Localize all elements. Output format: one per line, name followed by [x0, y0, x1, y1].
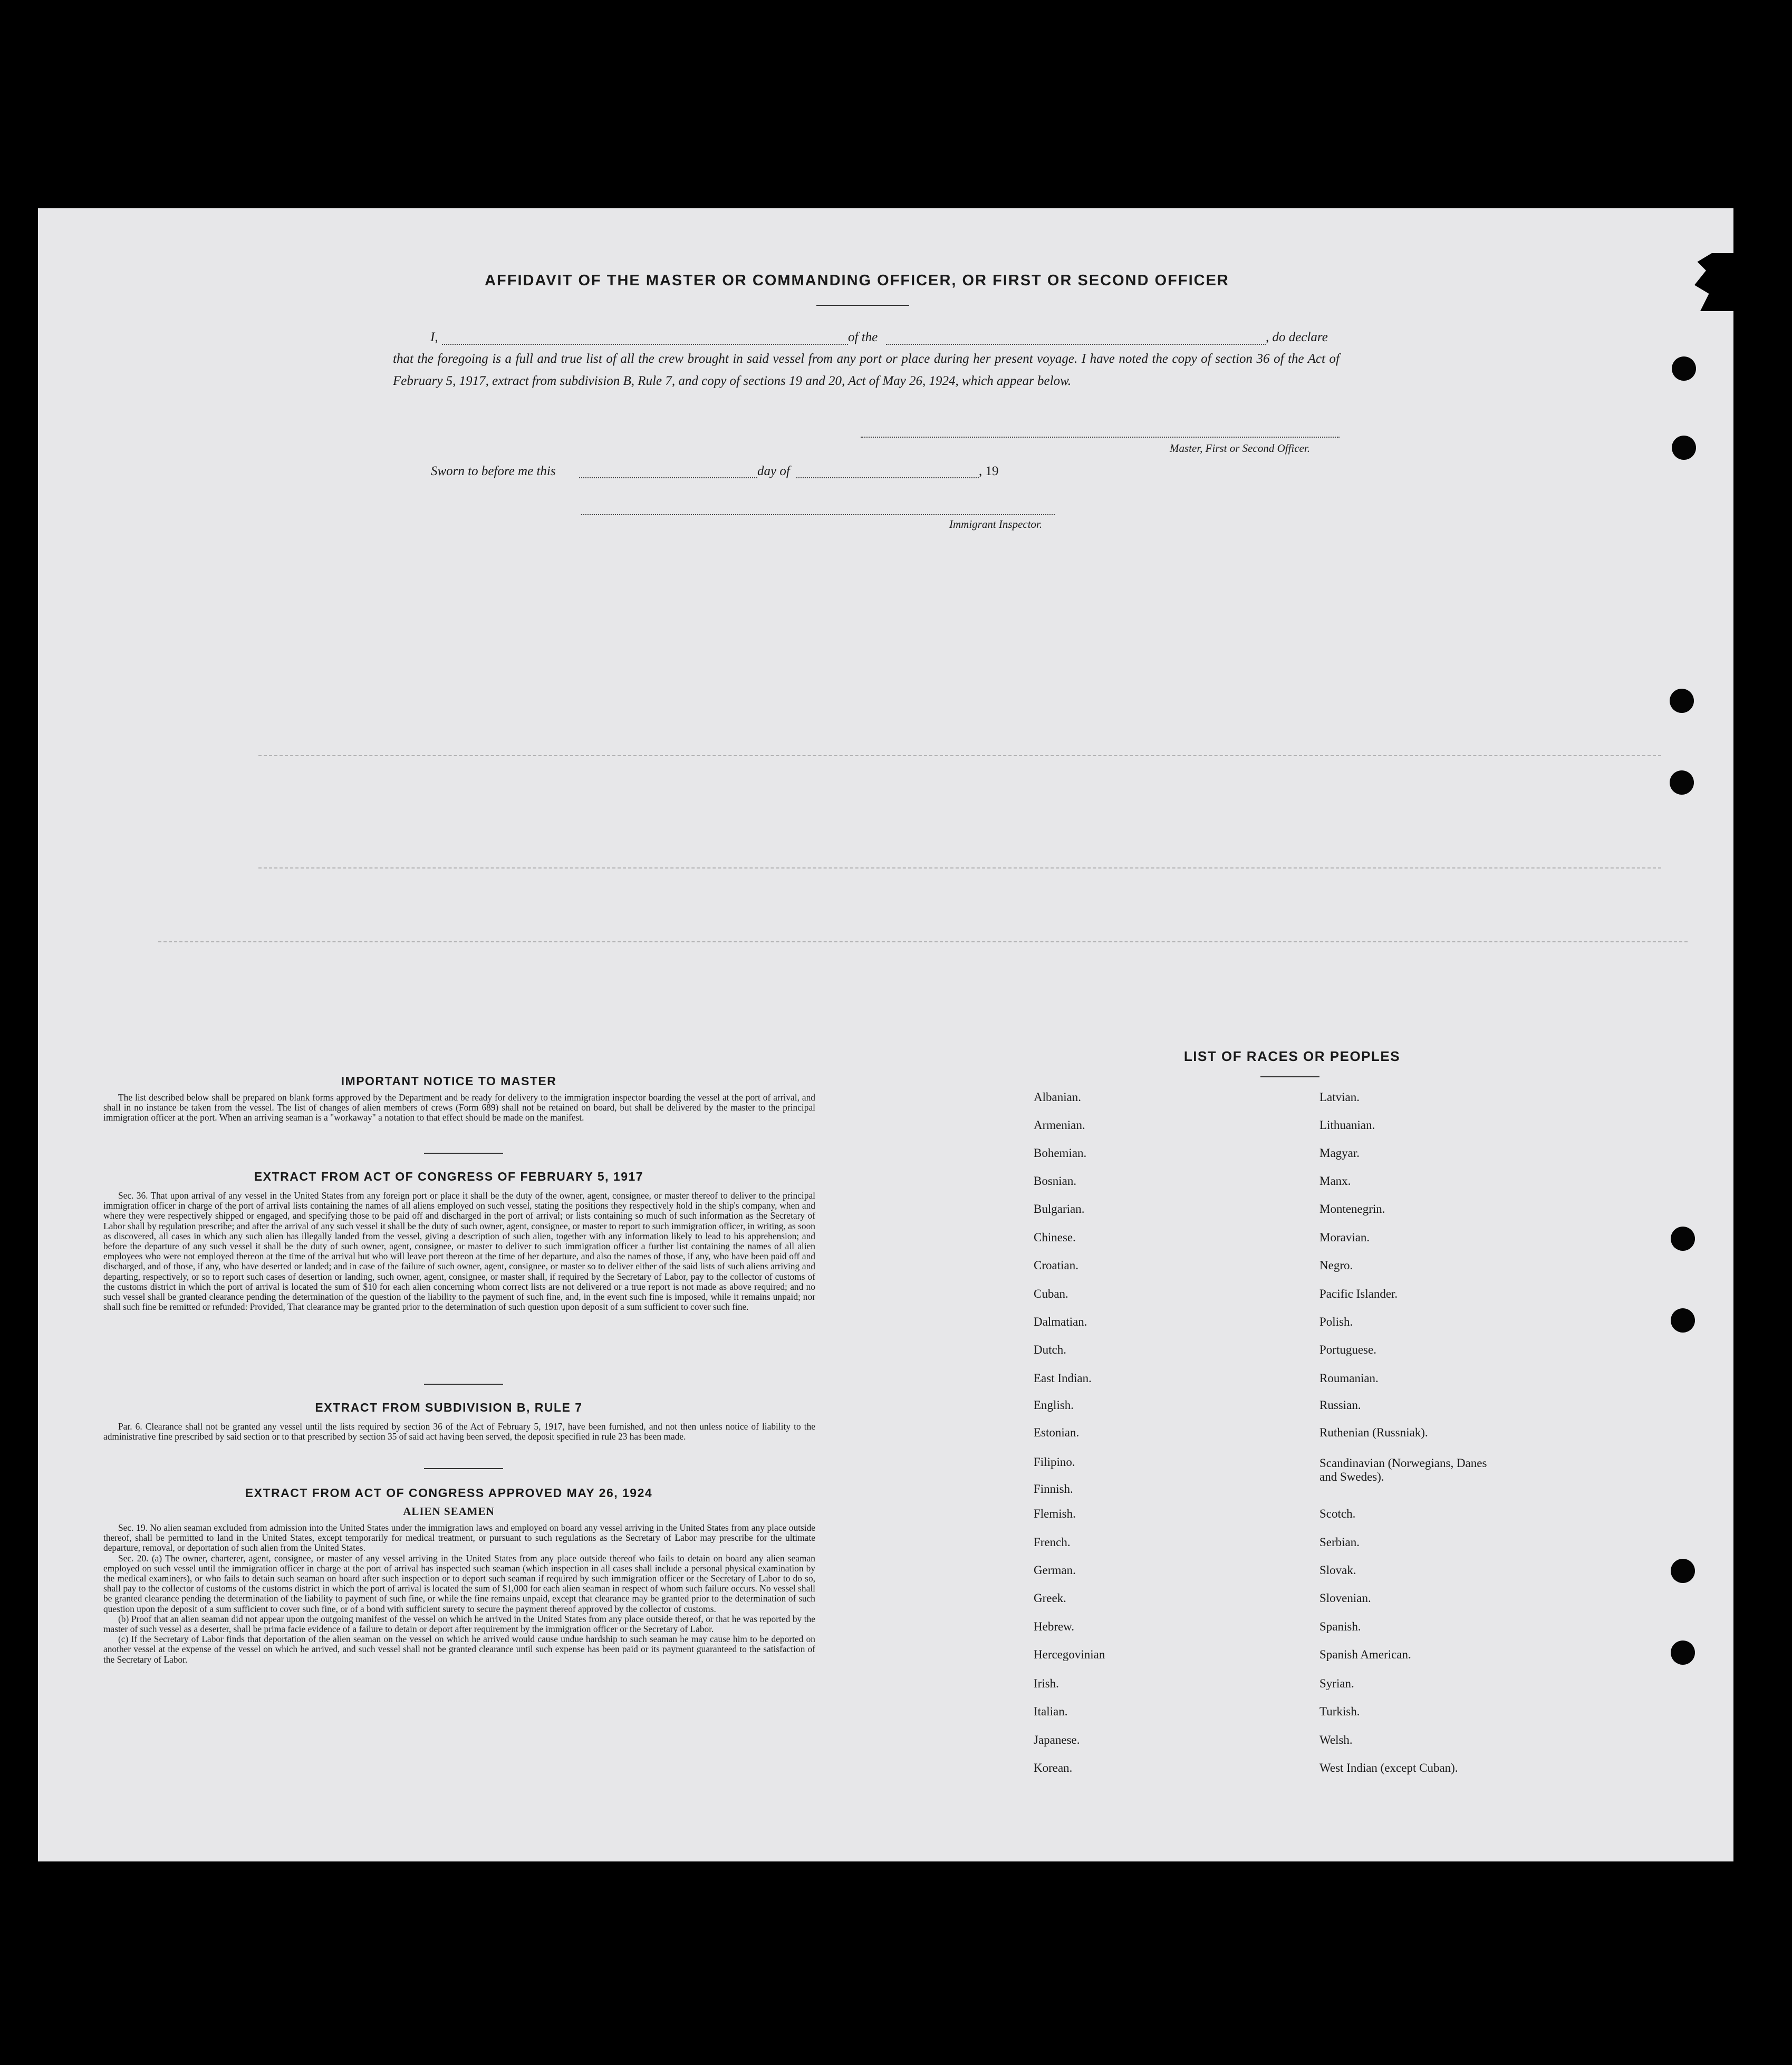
section-20b-paragraph: (b) Proof that an alien seaman did not appear upon the outgoing manifest of the vessel on which he arrived in the United States from any place outside thereof, or that he was reported by the master of such vessel as a deserter, shall be prima facie evidence of a failure to detain or deport after requirement by the immigration officer or the Secretary of Labor. — [103, 1613, 815, 1635]
race-item: Syrian. — [1319, 1677, 1354, 1690]
rule7-body — [103, 1422, 815, 1442]
affidavit-line-i: I, — [430, 330, 438, 344]
race-item: Spanish American. — [1319, 1648, 1411, 1661]
master-caption: Master, First or Second Officer. — [1170, 442, 1310, 455]
inspector-caption: Immigrant Inspector. — [949, 518, 1043, 530]
master-signature-line — [861, 437, 1340, 438]
punch-hole — [1671, 1641, 1695, 1665]
races-title: LIST OF RACES OR PEOPLES — [1183, 1048, 1401, 1064]
race-item: Bosnian. — [1034, 1174, 1077, 1188]
race-item: Bohemian. — [1034, 1146, 1087, 1160]
sworn-month-blank — [796, 477, 979, 478]
race-item: Negro. — [1319, 1259, 1353, 1272]
notice-body — [103, 1093, 815, 1123]
race-item: English. — [1034, 1398, 1074, 1412]
sworn-day-of: day of — [757, 464, 790, 478]
affidavit-do-declare: , do declare — [1266, 330, 1328, 344]
sworn-prefix: Sworn to before me this — [431, 464, 556, 478]
race-item: Armenian. — [1034, 1118, 1085, 1132]
rule7-paragraph: Par. 6. Clearance shall not be granted any vessel until the lists required by section 36 of the Act of February 5, 1917, have been furnished, and not then unless notice of liability to the administrative fine prescribed by said section or to that prescribed by section 35 of said act having been served, the deposit specified in rule 23 has been made. — [103, 1421, 815, 1442]
affidavit-statement: that the foregoing is a full and true list of all the crew brought in said vessel from any port or place during her present voyage. I have noted the copy of section 36 of the Act of February 5, 1917, extract from subdivision B, Rule 7, and copy of sections 19 and 20, Act of May 26, 1924, which appear below. — [393, 352, 1340, 388]
race-item: Dalmatian. — [1034, 1315, 1087, 1328]
race-item: Dutch. — [1034, 1343, 1066, 1356]
race-item: Estonian. — [1034, 1426, 1080, 1439]
race-item: Polish. — [1319, 1315, 1353, 1328]
race-item: Italian. — [1034, 1705, 1068, 1718]
punch-hole — [1672, 356, 1696, 381]
sworn-year: , 19 — [979, 464, 999, 478]
race-item: Hebrew. — [1034, 1620, 1075, 1633]
title-underline — [816, 305, 909, 306]
race-item: Welsh. — [1319, 1733, 1353, 1746]
vessel-blank — [886, 344, 1266, 345]
punch-hole — [1672, 436, 1696, 460]
section-divider — [424, 1468, 503, 1469]
section-divider — [424, 1153, 503, 1154]
race-item: Japanese. — [1034, 1733, 1080, 1746]
race-item: French. — [1034, 1536, 1071, 1549]
race-item: Croatian. — [1034, 1259, 1078, 1272]
section-divider — [424, 1384, 503, 1385]
race-item: Finnish. — [1034, 1482, 1073, 1495]
race-item: Portuguese. — [1319, 1343, 1376, 1356]
punch-hole — [1670, 689, 1694, 713]
punch-hole — [1670, 770, 1694, 795]
race-item: Manx. — [1319, 1174, 1351, 1188]
race-item: Korean. — [1034, 1761, 1073, 1774]
races-divider — [1260, 1076, 1319, 1077]
section-20c-paragraph: (c) If the Secretary of Labor finds that deportation of the alien seaman on the vessel on which he arrived would cause undue hardship to such seaman he may cause him to be deported on another vessel at the expense of the vessel on which he arrived, and such vessel shall not be granted clearance until such expense has been paid or its payment guaranteed to the satisfaction of the Secretary of Labor. — [103, 1634, 815, 1665]
race-item: Hercegovinian — [1034, 1648, 1105, 1661]
race-item: Cuban. — [1034, 1287, 1068, 1300]
extract-1917-title: EXTRACT FROM ACT OF CONGRESS OF FEBRUARY 5, 1917 — [254, 1170, 644, 1183]
race-item: Irish. — [1034, 1677, 1059, 1690]
race-item: Magyar. — [1319, 1146, 1360, 1160]
race-item: Spanish. — [1319, 1620, 1361, 1633]
race-item: Pacific Islander. — [1319, 1287, 1398, 1300]
section-20a-paragraph: Sec. 20. (a) The owner, charterer, agent, consignee, or master of any vessel arriving in the United States from any place outside thereof who fails to detain on board any alien seaman employed on such vessel until the immigration officer in charge at the port of arrival has inspected such seaman (which inspection in all cases shall include a personal physical examination by the medical examiners), or who fails to detain such seaman on board after such inspection or to deport such seaman if required by such immigration officer or the Secretary of Labor to do so, shall pay to the collector of customs of the customs district in which the port of arrival is located the sum of $1,000 for each alien seaman in respect of whom such failure occurs. No vessel shall be granted clearance pending the determination of the liability to payment of such fine, or while the fine remains unpaid, except that clearance may be granted prior to the determination of such question upon the deposit of a sum sufficient to cover such fine, or of a bond with sufficient surety to secure the payment thereof approved by the collector of customs. — [103, 1552, 815, 1614]
race-item: Ruthenian (Russniak). — [1319, 1426, 1428, 1439]
race-item: Russian. — [1319, 1398, 1361, 1412]
race-item: Roumanian. — [1319, 1372, 1379, 1385]
race-item: German. — [1034, 1564, 1076, 1577]
punch-hole — [1671, 1559, 1695, 1583]
extract-1924-body — [103, 1523, 815, 1665]
race-item: Latvian. — [1319, 1091, 1360, 1104]
race-item: Bulgarian. — [1034, 1202, 1085, 1215]
notice-paragraph: The list described below shall be prepared on blank forms approved by the Department and be ready for delivery to the immigration inspector boarding the vessel at the port of arrival, and shall in no instance be taken from the vessel. The list of changes of alien members of crews (Form 689) shall not be retained on board, but shall be delivered by the master to the principal immigration officer at the port. When an arriving seaman is a "workaway" a notation to that effect should be made on the manifest. — [103, 1092, 815, 1123]
race-item: East Indian. — [1034, 1372, 1092, 1385]
sworn-day-blank — [579, 477, 757, 478]
punch-hole — [1671, 1227, 1695, 1251]
race-item: Serbian. — [1319, 1536, 1360, 1549]
extract-1917-paragraph: Sec. 36. That upon arrival of any vessel in the United States from any foreign port or place it shall be the duty of the owner, agent, consignee, or master thereof to deliver to the principal immigration officer in charge of the port of arrival lists containing the names of all aliens employed on such vessel, stating the positions they respectively hold in the ship's company, when and where they were respectively shipped or engaged, and specifying those to be paid off and discharged in the port of arrival; or lists containing so much of such information as the Secretary of Labor shall by regulation prescribe; and after the arrival of any such vessel it shall be the duty of such owner, agent, consignee, or master to report to such immigration officer, in writing, as soon as discovered, all cases in which any such alien has illegally landed from the vessel, giving a description of such alien, together with any information likely to lead to his apprehension; and before the departure of any such vessel it shall be the duty of such owner, agent, consignee, or master to deliver to such immigration officer a further list containing the names of all alien employees who were not employed thereon at the time of the arrival but who will leave port thereon at the time of her departure, and also the names of those, if any, who have been paid off and discharged, and of those, if any, who have deserted or landed; and in case of the failure of such owner, agent, consignee, or master so to deliver either of the said lists of such aliens arriving and departing, respectively, or so to report such cases of desertion or landing, such owner, agent, consignee, or master shall, if required by the Secretary of Labor, pay to the collector of customs of the customs district in which the port of arrival is located the sum of $10 for each alien concerning whom correct lists are not delivered or a true report is not made as above required; and no such vessel shall be granted clearance pending the determination of the question of the liability to the payment of such fine, and, in the event such fine is imposed, while it remains unpaid; nor shall such fine be remitted or refunded: Provided, That clearance may be granted prior to the determination of such question upon deposit of a sum sufficient to cover such fine. — [103, 1190, 815, 1313]
race-item: Turkish. — [1319, 1705, 1360, 1718]
race-item: Greek. — [1034, 1591, 1066, 1605]
race-item: Scotch. — [1319, 1507, 1356, 1520]
name-blank — [442, 344, 848, 345]
race-item: Montenegrin. — [1319, 1202, 1385, 1215]
extract-1924-title: EXTRACT FROM ACT OF CONGRESS APPROVED MAY 26, 1924 — [245, 1486, 653, 1500]
race-item: West Indian (except Cuban). — [1319, 1761, 1458, 1774]
race-item: Scandinavian (Norwegians, Danes and Swedes). — [1319, 1456, 1487, 1483]
affidavit-title: AFFIDAVIT OF THE MASTER OR COMMANDING OFFICER, OR FIRST OR SECOND OFFICER — [485, 272, 1229, 289]
race-item: Albanian. — [1034, 1091, 1082, 1104]
bleed-through-line — [258, 867, 1661, 869]
punch-hole — [1671, 1308, 1695, 1333]
race-item: Flemish. — [1034, 1507, 1076, 1520]
section-19-paragraph: Sec. 19. No alien seaman excluded from admission into the United States under the immigration laws and employed on board any vessel arriving in the United States from any place outside thereof, shall be permitted to land in the United States, except temporarily for medical treatment, or pursuant to such regulations as the Secretary of Labor may prescribe for the ultimate departure, removal, or deportation of such alien from the United States. — [103, 1522, 815, 1553]
race-item: Slovak. — [1319, 1564, 1356, 1577]
race-item: Slovenian. — [1319, 1591, 1371, 1605]
race-item: Moravian. — [1319, 1231, 1370, 1244]
rule7-title: EXTRACT FROM SUBDIVISION B, RULE 7 — [315, 1401, 583, 1414]
race-item: Chinese. — [1034, 1231, 1076, 1244]
race-item: Lithuanian. — [1319, 1118, 1375, 1132]
affidavit-of-the: of the — [848, 330, 878, 344]
alien-seamen-subtitle: ALIEN SEAMEN — [403, 1505, 495, 1518]
bleed-through-line — [158, 941, 1688, 942]
bleed-through-line — [258, 755, 1661, 756]
notice-title: IMPORTANT NOTICE TO MASTER — [341, 1074, 557, 1088]
extract-1917-body — [103, 1191, 815, 1312]
race-item: Filipino. — [1034, 1455, 1075, 1469]
inspector-signature-line — [581, 514, 1055, 515]
